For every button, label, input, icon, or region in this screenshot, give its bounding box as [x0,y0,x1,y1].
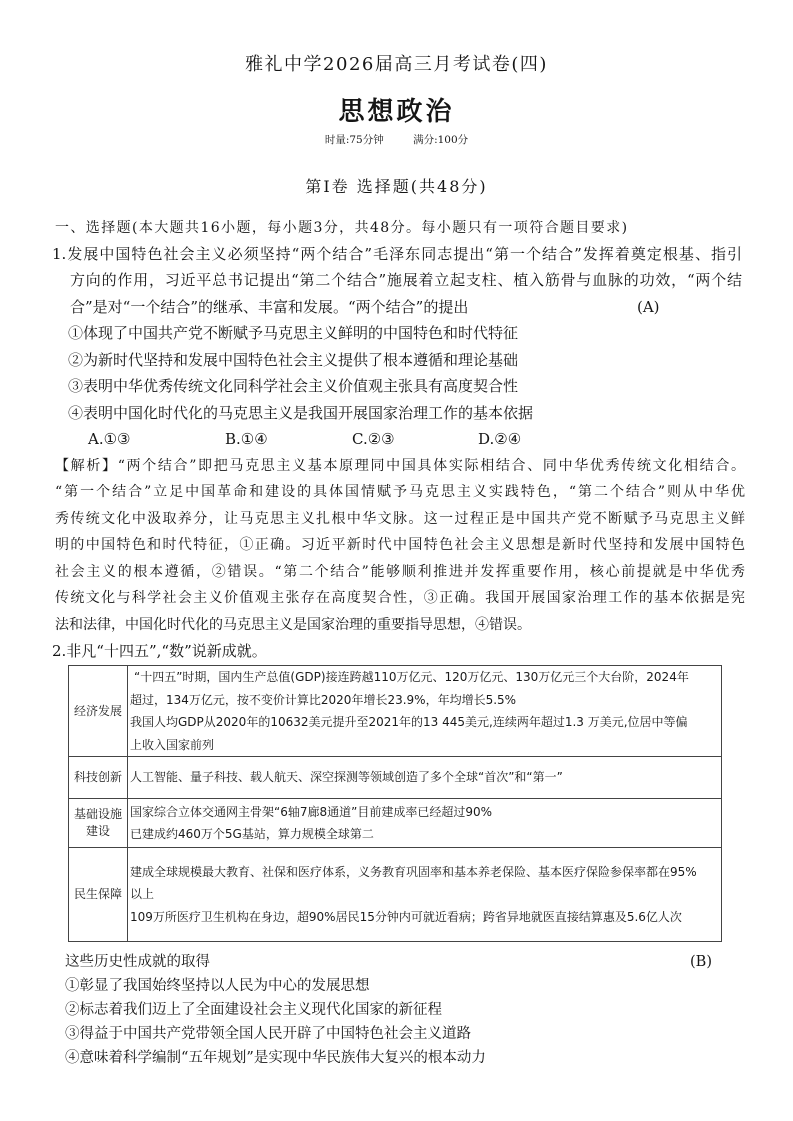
choice-c: C.②③ [352,430,395,449]
content-line: 我国人均GDP从2020年的10632美元提升至2021年的13 445美元,连续两年超过1.3 万美元,位居中等偏 [130,715,688,729]
table-row [69,848,722,942]
analysis-line: “第一个结合”立足中国革命和建设的具体国情赋予马克思主义实践特色，“第二个结合”则从中华优 [55,484,745,501]
row-category: 经济发展 [69,666,128,757]
row-category: 民生保障 [69,848,128,942]
full-score: 满分:100分 [413,134,469,146]
analysis-line: 明的中国特色和时代特征，①正确。习近平新时代中国特色社会主义思想是新时代坚持和发展中国特色 [55,537,745,554]
content-line: 超过，134万亿元，按不变价计算比2020年增长23.9%，年均增长5.5% [130,692,517,707]
row-category: 科技创新 [69,757,128,799]
analysis-line: 【解析】“两个结合”即把马克思主义基本原理同中国具体实际相结合、同中华优秀传统文化相结合。 [55,457,745,474]
q1-stem-line: 方向的作用，习近平总书记提出“第二个结合”施展着立起支柱、植入筋骨与血脉的功效，“两个结 [70,271,742,290]
content-line: 上收入国家前列 [130,737,215,752]
time-limit: 时量:75分钟 [324,134,384,146]
choice-a: A.①③ [88,430,131,449]
content-line: “十四五”时期，国内生产总值(GDP)接连跨越110万亿元、120万亿元、130万亿元三个大台阶，2024年 [134,670,689,684]
content-line: 以上 [130,887,155,902]
q1-statement: ③表明中华优秀传统文化同科学社会主义价值观主张具有高度契合性 [68,377,519,396]
q2-statement: ④意味着科学编制“五年规划”是实现中华民族伟大复兴的根本动力 [65,1050,486,1066]
q2-statement: ②标志着我们迈上了全面建设社会主义现代化国家的新征程 [65,1002,442,1018]
analysis-line: 法和法律，中国化时代化的马克思主义是国家治理的重要指导思想，④错误。 [55,616,531,633]
analysis-line: 传统文化与科学社会主义价值观主张存在高度契合性，③正确。我国开展国家治理工作的基本依据是宪 [55,590,745,607]
row-content [128,799,722,848]
subject-title: 思想政治 [338,97,455,127]
q1-stem-line: 合”是对“一个结合”的继承、丰富和发展。“两个结合”的提出 [70,297,469,316]
content-line: 109万所医疗卫生机构在身边，超90%居民15分钟内可就近看病；跨省异地就医直接结算惠及5.6亿人次 [130,909,682,924]
question-1 [0,241,793,665]
q2-prompt-line [0,950,793,974]
q1-answer: (A) [637,297,660,316]
q1-stem-last-line [0,294,793,321]
table-row [69,757,722,799]
content-line: 国家综合立体交通网主骨架“6轴7廊8通道”目前建成率已经超过90% [130,804,493,819]
q1-stem-line: 1.发展中国特色社会主义必须坚持“两个结合”毛泽东同志提出“第一个结合”发挥着奠定根基、指引 [52,244,742,263]
achievements-table [68,665,722,942]
table-row [69,666,722,757]
question-2-options [0,950,793,1070]
row-content [128,757,722,799]
content-line: 建成全球规模最大教育、社保和医疗体系，义务教育巩固率和基本养老保险、基本医疗保险参保率都在95% [130,864,697,879]
q1-statement: ②为新时代坚持和发展中国特色社会主义提供了根本遵循和理论基础 [68,350,519,369]
content-line: 已建成约460万个5G基站，算力规模全球第二 [130,827,374,841]
content-line: 人工智能、量子科技、载人航天、深空探测等领域创造了多个全球“首次”和“第一” [130,770,563,785]
choice-d: D.②④ [478,430,522,449]
q2-prompt: 这些历史性成就的取得 [65,954,210,970]
q2-stem: 2.非凡“十四五”,“数”说新成就。 [52,642,267,661]
q1-statement: ④表明中国化时代化的马克思主义是我国开展国家治理工作的基本依据 [68,403,534,422]
q1-statement: ①体现了中国共产党不断赋予马克思主义鲜明的中国特色和时代特征 [68,324,519,343]
row-content [128,666,722,757]
row-category: 基础设施建设 [69,799,128,848]
row-content [128,848,722,942]
section-title: 第Ⅰ卷 选择题(共48分) [305,177,488,196]
table-row [69,799,722,848]
section-instruction: 一、选择题(本大题共16小题，每小题3分，共48分。每小题只有一项符合题目要求) [55,220,629,236]
choice-b: B.①④ [225,430,268,449]
analysis-line: 社会主义的根本遵循，②错误。“第二个结合”能够顺利推进并发挥重要作用，核心前提就是中华优秀 [55,563,745,580]
exam-title: 雅礼中学2026届高三月考试卷(四) [245,54,548,75]
q1-choices [0,426,793,453]
q2-statement: ③得益于中国共产党带领全国人民开辟了中国特色社会主义道路 [65,1026,471,1042]
exam-meta [0,134,793,147]
q2-answer: (B) [690,954,712,970]
analysis-line: 秀传统文化中汲取养分，让马克思主义扎根中华文脉。这一过程正是中国共产党不断赋予马克思主义鲜 [55,510,745,527]
q2-statement: ①彰显了我国始终坚持以人民为中心的发展思想 [65,978,370,994]
